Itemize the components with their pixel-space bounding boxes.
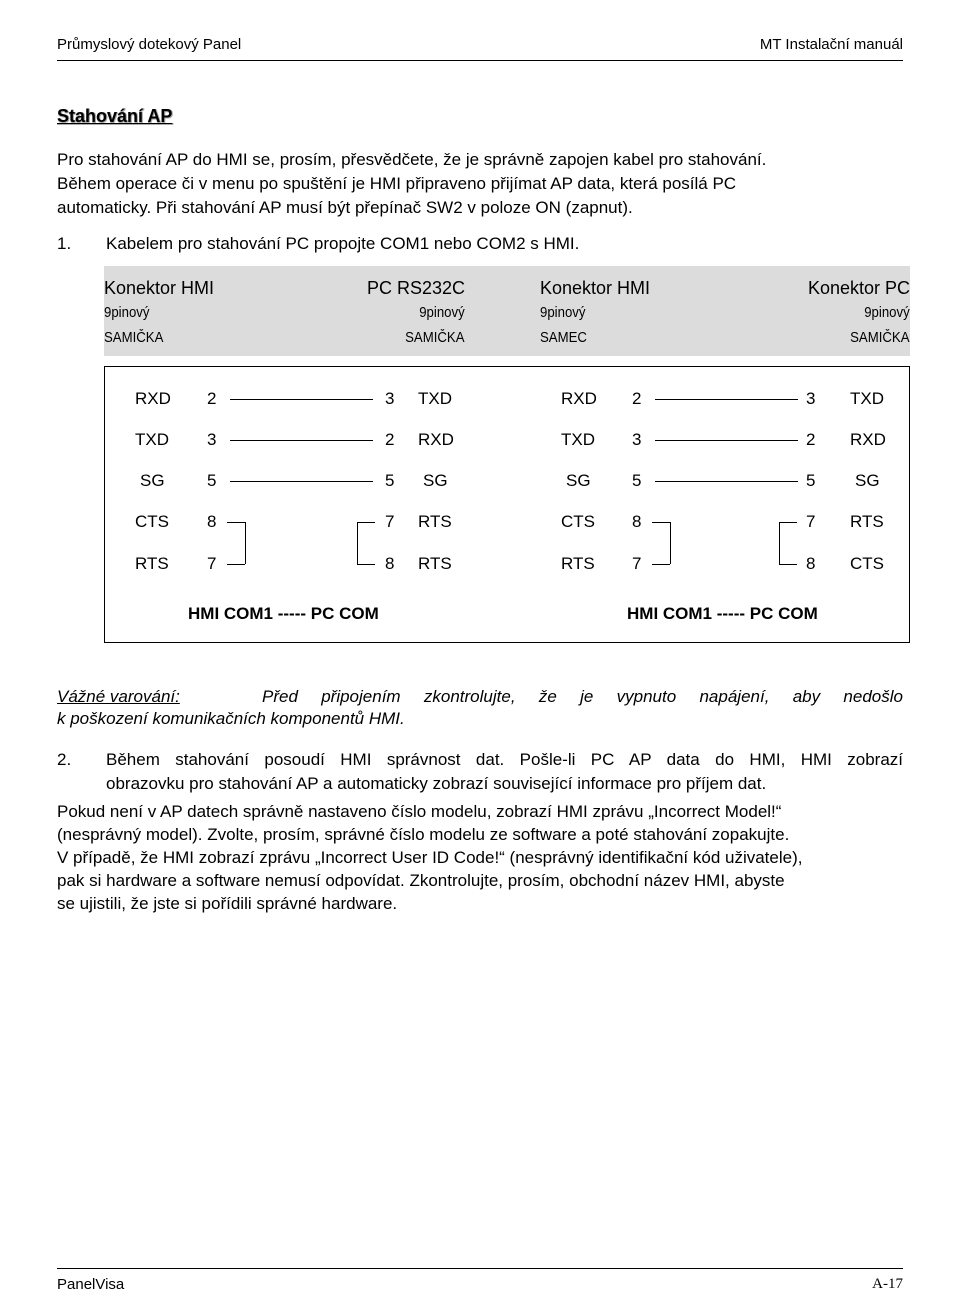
footer-rule — [57, 1268, 903, 1269]
left-sig-a-2: TXD — [135, 430, 169, 449]
right-sig-a-3: SG — [566, 471, 591, 490]
connector-header-c4-pins: 9pinový — [864, 304, 910, 321]
step-2-text — [106, 748, 903, 796]
caption-right: HMI COM1 ----- PC COM — [627, 604, 818, 623]
intro-line: Během operace či v menu po spuštění je HMI připraveno přijímat AP data, která posílá PC — [57, 174, 737, 193]
connector-header-c1-gender: SAMIČKA — [104, 329, 164, 346]
loopback-line — [779, 564, 797, 565]
step-2-line: obrazovku pro stahování AP a automaticky zobrazí související informace pro příjem dat. — [106, 774, 767, 793]
left-pin-b-1: 3 — [385, 389, 395, 408]
left-pin-b-4: 7 — [385, 512, 395, 531]
right-pin-a-3: 5 — [632, 471, 642, 490]
left-sig-a-4: CTS — [135, 512, 169, 531]
right-pin-b-1: 3 — [806, 389, 816, 408]
footer-left: PanelVisa — [57, 1276, 125, 1293]
warning-line-1 — [57, 686, 903, 708]
closing-paragraph — [57, 800, 903, 915]
left-pin-b-2: 2 — [385, 430, 395, 449]
right-sig-a-1: RXD — [561, 389, 597, 408]
warning-label: Vážné varování: — [57, 687, 180, 706]
left-pin-a-4: 8 — [207, 512, 217, 531]
right-sig-a-2: TXD — [561, 430, 595, 449]
warning-block — [57, 686, 903, 730]
loopback-line — [357, 564, 375, 565]
left-pin-b-5: 8 — [385, 554, 395, 573]
right-sig-b-5: CTS — [850, 554, 884, 573]
header-rule — [57, 60, 903, 61]
right-sig-b-4: RTS — [850, 512, 884, 531]
right-pin-b-2: 2 — [806, 430, 816, 449]
loopback-line — [652, 522, 670, 523]
left-sig-b-3: SG — [423, 471, 448, 490]
right-pin-a-5: 7 — [632, 554, 642, 573]
left-sig-b-4: RTS — [418, 512, 452, 531]
right-pin-a-2: 3 — [632, 430, 642, 449]
wire-line — [230, 399, 373, 400]
wire-line — [655, 481, 798, 482]
wire-line — [655, 440, 798, 441]
connector-header-c2-gender: SAMIČKA — [405, 329, 465, 346]
connector-header-c3-gender: SAMEC — [540, 329, 587, 346]
intro-line: Pro stahování AP do HMI se, prosím, přesvědčete, že je správně zapojen kabel pro stahování. — [57, 150, 767, 169]
intro-line: automaticky. Při stahování AP musí být přepínač SW2 v poloze ON (zapnut). — [57, 198, 633, 217]
loopback-line — [779, 522, 780, 564]
wiring-diagram-box — [104, 366, 910, 643]
connector-header-c3-pins: 9pinový — [540, 304, 586, 321]
right-pin-a-4: 8 — [632, 512, 642, 531]
connector-header-c1-title: Konektor HMI — [104, 278, 215, 298]
closing-line: V případě, že HMI zobrazí zprávu „Incorrect User ID Code!“ (nesprávný identifikační kód uživatele), — [57, 848, 803, 867]
left-sig-b-2: RXD — [418, 430, 454, 449]
left-sig-a-3: SG — [140, 471, 165, 490]
warning-text-1: Před připojením zkontrolujte, že je vypnuto napájení, aby nedošlo — [262, 687, 903, 706]
wire-line — [655, 399, 798, 400]
right-sig-b-3: SG — [855, 471, 880, 490]
wire-line — [230, 481, 373, 482]
connector-header — [104, 266, 910, 356]
right-sig-b-1: TXD — [850, 389, 884, 408]
left-sig-b-1: TXD — [418, 389, 452, 408]
closing-line: se ujistili, že jste si pořídili správné hardware. — [57, 894, 398, 913]
right-sig-a-4: CTS — [561, 512, 595, 531]
loopback-line — [227, 522, 245, 523]
loopback-line — [357, 522, 375, 523]
left-pin-a-2: 3 — [207, 430, 217, 449]
loopback-line — [227, 564, 245, 565]
right-pin-b-5: 8 — [806, 554, 816, 573]
caption-left: HMI COM1 ----- PC COM — [188, 604, 379, 623]
step-2-number: 2. — [57, 750, 72, 769]
connector-header-c2-title: PC RS232C — [366, 278, 465, 298]
left-pin-b-3: 5 — [385, 471, 395, 490]
left-sig-a-5: RTS — [135, 554, 169, 573]
connector-header-c4-gender: SAMIČKA — [850, 329, 910, 346]
loopback-line — [357, 522, 358, 564]
loopback-line — [670, 522, 671, 564]
step-1-text: Kabelem pro stahování PC propojte COM1 nebo COM2 s HMI. — [106, 234, 580, 253]
closing-line: Pokud není v AP datech správně nastaveno číslo modelu, zobrazí HMI zprávu „Incorrect Model!“ — [57, 802, 782, 821]
connector-header-c2-pins: 9pinový — [419, 304, 465, 321]
intro-paragraph — [57, 148, 903, 220]
page-number: A-17 — [872, 1276, 903, 1292]
left-pin-a-3: 5 — [207, 471, 217, 490]
loopback-line — [779, 522, 797, 523]
connector-header-c1-pins: 9pinový — [104, 304, 150, 321]
section-title: Stahování AP — [57, 106, 173, 126]
left-pin-a-5: 7 — [207, 554, 217, 573]
right-sig-a-5: RTS — [561, 554, 595, 573]
left-sig-a-1: RXD — [135, 389, 171, 408]
right-pin-b-4: 7 — [806, 512, 816, 531]
connector-header-c4-title: Konektor PC — [807, 278, 910, 298]
header-right: MT Instalační manuál — [759, 36, 903, 53]
left-pin-a-1: 2 — [207, 389, 217, 408]
closing-line: pak si hardware a software nemusí odpovídat. Zkontrolujte, prosím, obchodní název HMI, abyste — [57, 871, 785, 890]
step-1-number: 1. — [57, 234, 72, 253]
right-pin-b-3: 5 — [806, 471, 816, 490]
step-2-line: Během stahování posoudí HMI správnost dat. Pošle-li PC AP data do HMI, HMI zobrazí — [106, 750, 903, 769]
left-sig-b-5: RTS — [418, 554, 452, 573]
connector-header-c3-title: Konektor HMI — [540, 278, 651, 298]
closing-line: (nesprávný model). Zvolte, prosím, správné číslo modelu ze software a poté stahování zopakujte. — [57, 825, 790, 844]
warning-text-2: k poškození komunikačních komponentů HMI. — [57, 709, 405, 728]
right-pin-a-1: 2 — [632, 389, 642, 408]
wire-line — [230, 440, 373, 441]
right-sig-b-2: RXD — [850, 430, 886, 449]
loopback-line — [245, 522, 246, 564]
loopback-line — [652, 564, 670, 565]
header-left: Průmyslový dotekový Panel — [57, 36, 242, 53]
